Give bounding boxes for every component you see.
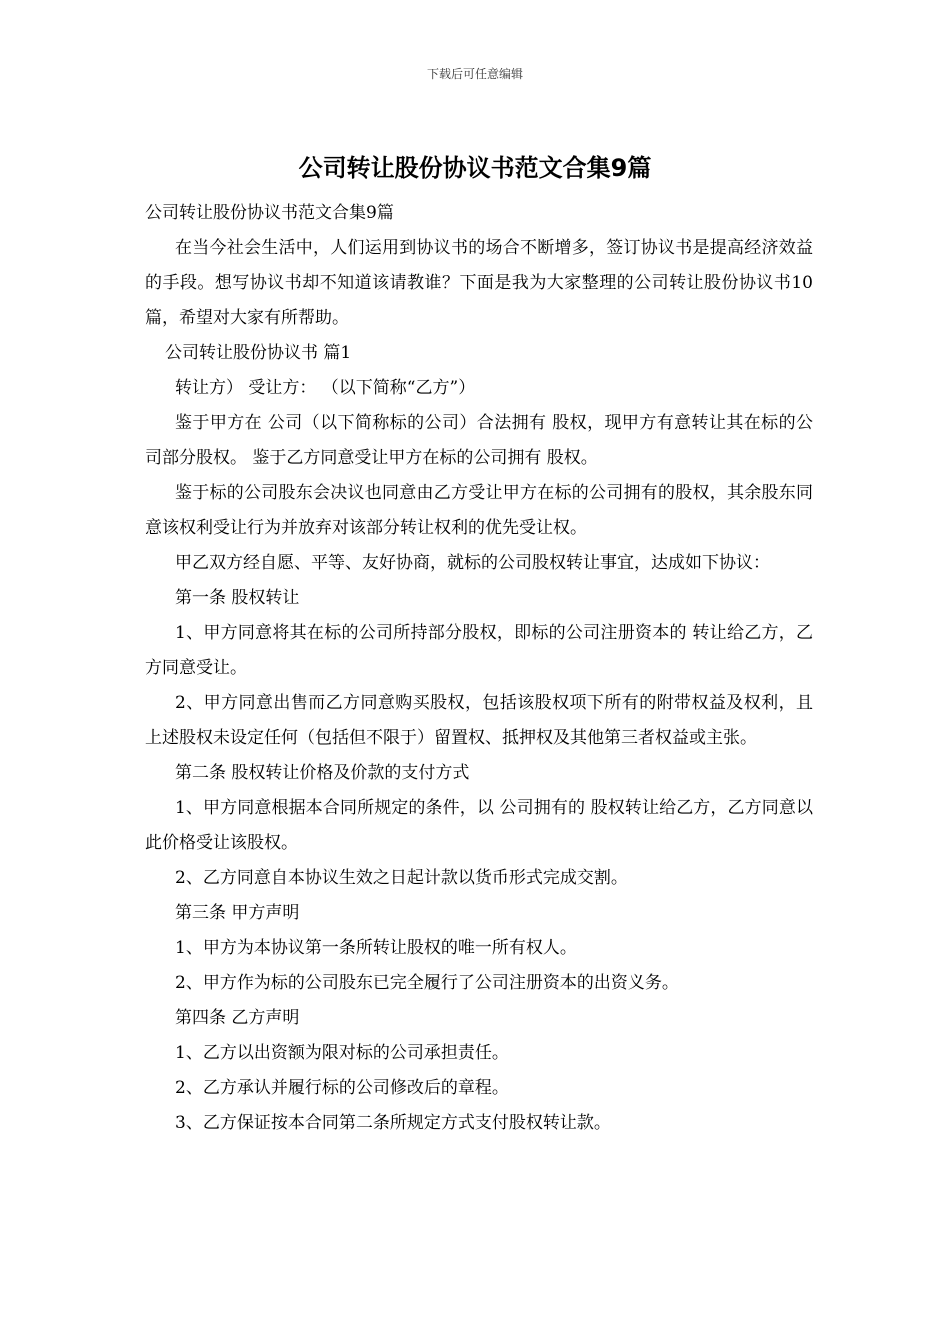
section-heading: 公司转让股份协议书 篇1: [165, 343, 352, 363]
document-body: [145, 196, 813, 1141]
article-heading: 第一条 股权转让: [175, 588, 300, 608]
clause: 2、乙方承认并履行标的公司修改后的章程。: [175, 1078, 509, 1098]
paragraph: 甲乙双方经自愿、平等、友好协商，就标的公司股权转让事宜，达成如下协议：: [175, 553, 770, 573]
article-heading: 第三条 甲方声明: [175, 903, 300, 923]
intro-paragraph: 在当今社会生活中，人们运用到协议书的场合不断增多，签订协议书是提高经济效益的手段。想写协议书却不知道该请教谁？下面是我为大家整理的公司转让股份协议书10篇，希望对大家有所帮助。: [145, 238, 813, 328]
paragraph: 鉴于甲方在 公司（以下简称标的公司）合法拥有 股权，现甲方有意转让其在标的公司部分股权。 鉴于乙方同意受让甲方在标的公司拥有 股权。: [145, 413, 813, 468]
clause: 1、甲方同意根据本合同所规定的条件，以 公司拥有的 股权转让给乙方，乙方同意以此价格受让该股权。: [145, 798, 813, 853]
clause: 1、乙方以出资额为限对标的公司承担责任。: [175, 1043, 509, 1063]
clause: 2、甲方作为标的公司股东已完全履行了公司注册资本的出资义务。: [175, 973, 679, 993]
clause: 3、乙方保证按本合同第二条所规定方式支付股权转让款。: [175, 1113, 611, 1133]
article-heading: 第二条 股权转让价格及价款的支付方式: [175, 763, 470, 783]
clause: 2、甲方同意出售而乙方同意购买股权，包括该股权项下所有的附带权益及权利，且上述股权未设定任何（包括但不限于）留置权、抵押权及其他第三者权益或主张。: [145, 693, 813, 748]
clause: 2、乙方同意自本协议生效之日起计款以货币形式完成交割。: [175, 868, 628, 888]
clause: 1、甲方为本协议第一条所转让股权的唯一所有权人。: [175, 938, 577, 958]
document-title: 公司转让股份协议书范文合集9篇: [298, 154, 652, 182]
article-heading: 第四条 乙方声明: [175, 1008, 300, 1028]
paragraph: 鉴于标的公司股东会决议也同意由乙方受让甲方在标的公司拥有的股权，其余股东同意该权利受让行为并放弃对该部分转让权利的优先受让权。: [145, 483, 813, 538]
page-header: 下载后可任意编辑: [426, 67, 523, 81]
subtitle: 公司转让股份协议书范文合集9篇: [145, 203, 394, 223]
parties-line: 转让方） 受让方： （以下简称“乙方”）: [175, 378, 476, 398]
clause: 1、甲方同意将其在标的公司所持部分股权，即标的公司注册资本的 转让给乙方，乙方同意受让。: [145, 623, 813, 678]
